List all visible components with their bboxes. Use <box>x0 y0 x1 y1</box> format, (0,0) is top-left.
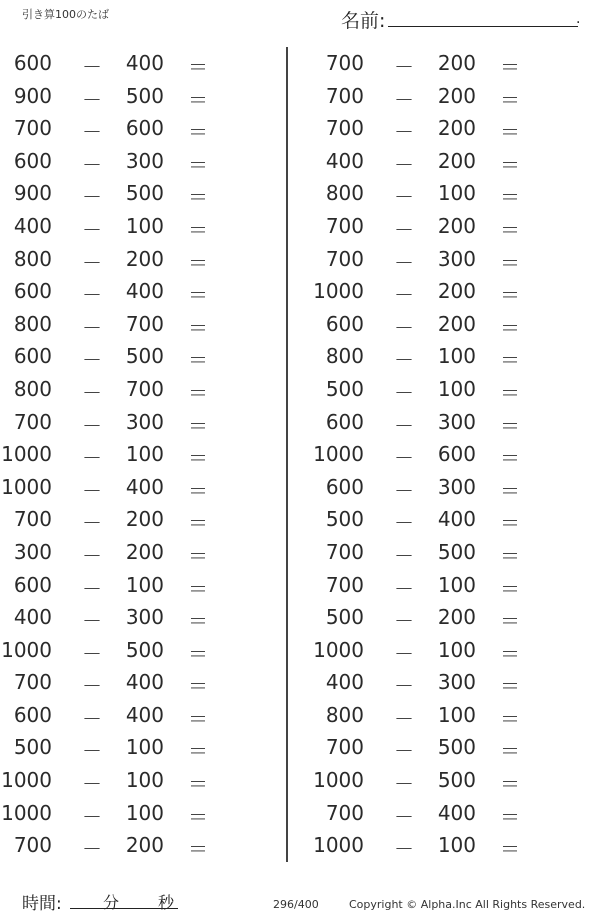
equals-sign: ＝ <box>500 706 520 731</box>
problem-row <box>312 275 592 308</box>
minus-sign: － <box>82 576 102 601</box>
minus-sign: － <box>82 250 102 275</box>
copyright-text: Copyright © Alpha.Inc All Rights Reserved. <box>349 898 586 911</box>
minus-sign: － <box>82 446 102 471</box>
problem-row <box>312 569 592 602</box>
minus-sign: － <box>82 380 102 405</box>
page-number: 296/400 <box>273 898 319 911</box>
minuend: 700 <box>13 507 52 532</box>
minuend: 600 <box>325 409 364 434</box>
minuend: 700 <box>325 51 364 75</box>
minuend: 1000 <box>1 768 52 793</box>
subtrahend: 500 <box>125 181 164 206</box>
equals-sign: ＝ <box>500 446 520 471</box>
equals-sign: ＝ <box>500 120 520 145</box>
subtrahend: 200 <box>437 148 476 173</box>
subtrahend: 100 <box>437 181 476 206</box>
problem-row <box>0 275 280 308</box>
minuend: 700 <box>13 116 52 141</box>
minus-sign: － <box>394 55 414 79</box>
minus-sign: － <box>394 511 414 536</box>
name-field-dot: . <box>576 11 581 27</box>
subtrahend: 100 <box>125 735 164 760</box>
equals-sign: ＝ <box>188 380 208 405</box>
problem-row <box>312 634 592 667</box>
equals-sign: ＝ <box>188 120 208 145</box>
problem-row <box>0 80 280 113</box>
minuend: 1000 <box>313 442 364 467</box>
minus-sign: － <box>394 674 414 699</box>
subtrahend: 200 <box>125 833 164 858</box>
subtrahend: 200 <box>437 116 476 141</box>
problem-row <box>312 536 592 569</box>
subtrahend: 100 <box>437 702 476 727</box>
subtrahend: 500 <box>125 637 164 662</box>
subtrahend: 300 <box>437 409 476 434</box>
minuend: 800 <box>13 311 52 336</box>
equals-sign: ＝ <box>500 609 520 634</box>
name-label: 名前: <box>341 10 386 32</box>
problem-row <box>312 471 592 504</box>
minus-sign: － <box>394 543 414 568</box>
minuend: 500 <box>13 735 52 760</box>
problem-row <box>312 601 592 634</box>
minus-sign: － <box>394 87 414 112</box>
minus-sign: － <box>82 706 102 731</box>
problem-row <box>312 438 592 471</box>
subtrahend: 500 <box>437 768 476 793</box>
subtrahend: 100 <box>437 637 476 662</box>
worksheet-title: 引き算100のたば <box>22 8 109 21</box>
minus-sign: － <box>394 348 414 373</box>
subtrahend: 100 <box>125 442 164 467</box>
equals-sign: ＝ <box>188 804 208 829</box>
problem-row <box>312 145 592 178</box>
problem-row <box>0 438 280 471</box>
minus-sign: － <box>394 576 414 601</box>
minus-sign: － <box>82 511 102 536</box>
minus-sign: － <box>82 837 102 862</box>
equals-sign: ＝ <box>500 543 520 568</box>
problem-row <box>0 829 280 862</box>
minuend: 700 <box>13 409 52 434</box>
problem-row <box>312 210 592 243</box>
equals-sign: ＝ <box>188 185 208 210</box>
subtrahend: 700 <box>125 376 164 401</box>
problem-row <box>0 699 280 732</box>
problem-row <box>0 569 280 602</box>
minus-sign: － <box>394 837 414 862</box>
minuend: 800 <box>325 702 364 727</box>
minus-sign: － <box>394 250 414 275</box>
equals-sign: ＝ <box>188 87 208 112</box>
minus-sign: － <box>394 283 414 308</box>
equals-sign: ＝ <box>500 739 520 764</box>
equals-sign: ＝ <box>500 217 520 242</box>
equals-sign: ＝ <box>188 609 208 634</box>
minutes-label: 分 <box>103 893 120 912</box>
minuend: 800 <box>13 246 52 271</box>
minus-sign: － <box>82 674 102 699</box>
problem-row <box>0 145 280 178</box>
minuend: 600 <box>13 279 52 304</box>
minus-sign: － <box>82 315 102 340</box>
right-problem-column <box>312 47 592 862</box>
equals-sign: ＝ <box>500 674 520 699</box>
minuend: 300 <box>13 539 52 564</box>
problem-row <box>312 308 592 341</box>
subtrahend: 600 <box>437 442 476 467</box>
minuend: 1000 <box>313 833 364 858</box>
problem-row <box>312 340 592 373</box>
minuend: 1000 <box>313 279 364 304</box>
subtrahend: 200 <box>437 51 476 75</box>
minuend: 1000 <box>313 768 364 793</box>
minuend: 900 <box>13 83 52 108</box>
minuend: 500 <box>325 376 364 401</box>
subtrahend: 500 <box>125 344 164 369</box>
subtrahend: 300 <box>125 605 164 630</box>
minus-sign: － <box>394 413 414 438</box>
equals-sign: ＝ <box>188 706 208 731</box>
equals-sign: ＝ <box>188 674 208 699</box>
subtrahend: 200 <box>437 311 476 336</box>
equals-sign: ＝ <box>500 641 520 666</box>
minus-sign: － <box>394 185 414 210</box>
left-problem-column <box>0 47 280 862</box>
equals-sign: ＝ <box>500 837 520 862</box>
problem-row <box>0 731 280 764</box>
subtrahend: 100 <box>437 376 476 401</box>
minus-sign: － <box>82 478 102 503</box>
minus-sign: － <box>82 217 102 242</box>
problem-row <box>0 340 280 373</box>
equals-sign: ＝ <box>188 315 208 340</box>
problem-row <box>0 536 280 569</box>
subtrahend: 200 <box>125 539 164 564</box>
problem-row <box>0 243 280 276</box>
subtrahend: 100 <box>125 768 164 793</box>
subtrahend: 400 <box>125 474 164 499</box>
equals-sign: ＝ <box>500 772 520 797</box>
problem-row <box>312 666 592 699</box>
minuend: 600 <box>13 572 52 597</box>
problem-row <box>312 80 592 113</box>
problem-row <box>0 177 280 210</box>
subtrahend: 500 <box>125 83 164 108</box>
minuend: 800 <box>325 181 364 206</box>
equals-sign: ＝ <box>188 250 208 275</box>
minuend: 1000 <box>1 474 52 499</box>
problem-row <box>0 503 280 536</box>
equals-sign: ＝ <box>188 739 208 764</box>
minus-sign: － <box>82 55 102 79</box>
problem-row <box>312 112 592 145</box>
subtrahend: 500 <box>437 735 476 760</box>
subtrahend: 200 <box>125 507 164 532</box>
problem-row <box>312 699 592 732</box>
problem-row <box>0 764 280 797</box>
equals-sign: ＝ <box>500 185 520 210</box>
equals-sign: ＝ <box>500 152 520 177</box>
minus-sign: － <box>82 641 102 666</box>
minuend: 700 <box>325 735 364 760</box>
problem-row <box>312 731 592 764</box>
name-field-line <box>388 25 578 27</box>
equals-sign: ＝ <box>500 283 520 308</box>
equals-sign: ＝ <box>188 152 208 177</box>
equals-sign: ＝ <box>500 55 520 79</box>
equals-sign: ＝ <box>188 543 208 568</box>
subtrahend: 400 <box>437 507 476 532</box>
minus-sign: － <box>82 739 102 764</box>
equals-sign: ＝ <box>188 837 208 862</box>
subtrahend: 100 <box>125 800 164 825</box>
minus-sign: － <box>82 185 102 210</box>
minus-sign: － <box>394 739 414 764</box>
subtrahend: 400 <box>125 670 164 695</box>
minuend: 800 <box>325 344 364 369</box>
minus-sign: － <box>82 413 102 438</box>
problem-row <box>0 210 280 243</box>
subtrahend: 200 <box>437 213 476 238</box>
subtrahend: 200 <box>437 83 476 108</box>
minuend: 600 <box>325 474 364 499</box>
minuend: 1000 <box>313 637 364 662</box>
problem-row <box>0 797 280 830</box>
problem-row <box>312 177 592 210</box>
equals-sign: ＝ <box>500 478 520 503</box>
equals-sign: ＝ <box>188 413 208 438</box>
equals-sign: ＝ <box>500 87 520 112</box>
problem-row <box>312 797 592 830</box>
subtrahend: 300 <box>437 246 476 271</box>
seconds-label: 秒 <box>158 893 175 912</box>
minus-sign: － <box>394 315 414 340</box>
subtrahend: 400 <box>437 800 476 825</box>
subtrahend: 300 <box>125 409 164 434</box>
column-divider <box>286 47 288 862</box>
equals-sign: ＝ <box>188 511 208 536</box>
subtrahend: 400 <box>125 51 164 75</box>
equals-sign: ＝ <box>188 478 208 503</box>
minuend: 800 <box>13 376 52 401</box>
minus-sign: － <box>82 772 102 797</box>
minuend: 600 <box>13 51 52 75</box>
subtrahend: 200 <box>125 246 164 271</box>
problem-row <box>0 471 280 504</box>
problem-row <box>0 666 280 699</box>
equals-sign: ＝ <box>188 641 208 666</box>
minus-sign: － <box>394 380 414 405</box>
minuend: 700 <box>325 572 364 597</box>
minuend: 700 <box>325 116 364 141</box>
minuend: 400 <box>325 148 364 173</box>
minuend: 700 <box>325 800 364 825</box>
subtrahend: 100 <box>125 572 164 597</box>
minus-sign: － <box>394 609 414 634</box>
problem-row <box>0 406 280 439</box>
equals-sign: ＝ <box>188 217 208 242</box>
minuend: 700 <box>325 213 364 238</box>
subtrahend: 100 <box>437 833 476 858</box>
minus-sign: － <box>82 804 102 829</box>
minus-sign: － <box>82 152 102 177</box>
minus-sign: － <box>394 706 414 731</box>
subtrahend: 300 <box>437 474 476 499</box>
minuend: 400 <box>325 670 364 695</box>
subtrahend: 100 <box>437 572 476 597</box>
equals-sign: ＝ <box>188 283 208 308</box>
equals-sign: ＝ <box>188 772 208 797</box>
subtrahend: 600 <box>125 116 164 141</box>
minuend: 500 <box>325 605 364 630</box>
equals-sign: ＝ <box>500 413 520 438</box>
minus-sign: － <box>394 120 414 145</box>
minus-sign: － <box>82 543 102 568</box>
subtrahend: 200 <box>437 279 476 304</box>
minus-sign: － <box>82 348 102 373</box>
minuend: 700 <box>13 833 52 858</box>
minuend: 700 <box>13 670 52 695</box>
subtrahend: 500 <box>437 539 476 564</box>
minuend: 600 <box>13 148 52 173</box>
minus-sign: － <box>394 804 414 829</box>
minuend: 700 <box>325 83 364 108</box>
minus-sign: － <box>394 446 414 471</box>
problem-row <box>0 601 280 634</box>
minuend: 400 <box>13 213 52 238</box>
equals-sign: ＝ <box>500 250 520 275</box>
subtrahend: 400 <box>125 279 164 304</box>
minuend: 1000 <box>1 442 52 467</box>
minus-sign: － <box>394 772 414 797</box>
problem-row <box>312 764 592 797</box>
minus-sign: － <box>82 283 102 308</box>
subtrahend: 100 <box>437 344 476 369</box>
equals-sign: ＝ <box>188 446 208 471</box>
minus-sign: － <box>82 609 102 634</box>
equals-sign: ＝ <box>500 511 520 536</box>
subtrahend: 300 <box>437 670 476 695</box>
minus-sign: － <box>394 217 414 242</box>
minus-sign: － <box>82 120 102 145</box>
minuend: 400 <box>13 605 52 630</box>
problem-row <box>0 373 280 406</box>
problem-row <box>0 634 280 667</box>
minus-sign: － <box>394 478 414 503</box>
problem-row <box>312 503 592 536</box>
minuend: 900 <box>13 181 52 206</box>
minuend: 700 <box>325 246 364 271</box>
problem-row <box>312 829 592 862</box>
equals-sign: ＝ <box>500 348 520 373</box>
problem-row <box>312 373 592 406</box>
minuend: 600 <box>13 344 52 369</box>
minuend: 600 <box>325 311 364 336</box>
problem-row <box>312 243 592 276</box>
equals-sign: ＝ <box>500 380 520 405</box>
minus-sign: － <box>82 87 102 112</box>
equals-sign: ＝ <box>188 348 208 373</box>
subtrahend: 100 <box>125 213 164 238</box>
problem-row <box>0 47 280 80</box>
problem-row <box>0 308 280 341</box>
subtrahend: 200 <box>437 605 476 630</box>
problem-row <box>0 112 280 145</box>
minuend: 1000 <box>1 800 52 825</box>
equals-sign: ＝ <box>188 55 208 79</box>
problem-row <box>312 406 592 439</box>
subtrahend: 700 <box>125 311 164 336</box>
subtrahend: 400 <box>125 702 164 727</box>
time-label: 時間: <box>22 894 62 914</box>
equals-sign: ＝ <box>500 315 520 340</box>
equals-sign: ＝ <box>500 576 520 601</box>
minuend: 1000 <box>1 637 52 662</box>
equals-sign: ＝ <box>188 576 208 601</box>
minus-sign: － <box>394 152 414 177</box>
minuend: 500 <box>325 507 364 532</box>
subtrahend: 300 <box>125 148 164 173</box>
problem-row <box>312 47 592 80</box>
equals-sign: ＝ <box>500 804 520 829</box>
minus-sign: － <box>394 641 414 666</box>
minuend: 700 <box>325 539 364 564</box>
minuend: 600 <box>13 702 52 727</box>
